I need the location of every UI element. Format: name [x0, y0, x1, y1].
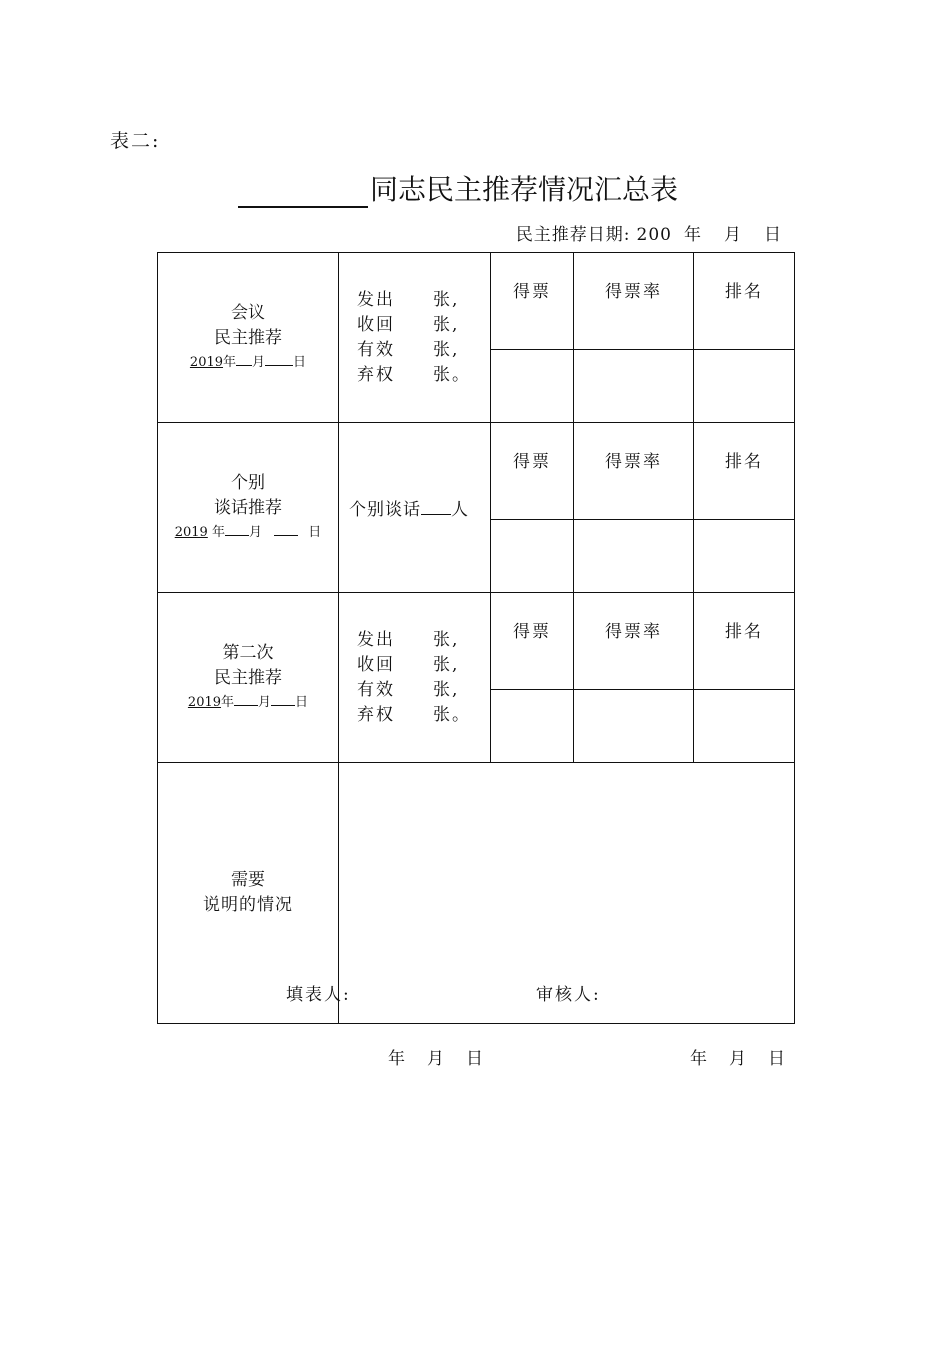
month-char: 月 [729, 1049, 746, 1069]
title-text: 同志民主推荐情况汇总表 [370, 173, 679, 206]
count-label: 发出 [357, 289, 395, 310]
year-char: 年 [388, 1049, 405, 1069]
table-row [158, 593, 795, 690]
reviewer-date [690, 1044, 785, 1069]
count-line [357, 363, 490, 388]
table-row [158, 763, 795, 1024]
month-char: 月 [427, 1049, 444, 1069]
count-unit: 张。 [433, 704, 471, 725]
rank-header: 排名 [694, 253, 795, 350]
vote-rate-value-cell[interactable] [574, 690, 694, 763]
table-label: 表二: [110, 130, 161, 152]
notes-title-line2: 说明的情况 [203, 895, 293, 915]
count-label: 收回 [357, 314, 395, 335]
count-label: 发出 [357, 629, 395, 650]
category-cell-meeting [158, 253, 339, 423]
votes-value-cell[interactable] [491, 690, 574, 763]
month-blank[interactable] [236, 352, 252, 366]
filler-date [388, 1044, 483, 1069]
date-year: 2019 [187, 694, 222, 710]
category-title-line1: 个别 [231, 472, 265, 493]
count-label: 弃权 [357, 364, 395, 385]
recommend-date-year: 200 [636, 225, 672, 245]
votes-value-cell[interactable] [491, 520, 574, 593]
count-unit: 张, [433, 679, 460, 700]
date-month-char: 月 [252, 354, 266, 370]
category-title-line2: 民主推荐 [214, 667, 282, 688]
summary-table [157, 252, 795, 1024]
ballot-counts-cell [339, 253, 491, 423]
category-title-line2: 谈话推荐 [214, 497, 282, 518]
votes-header: 得票 [491, 423, 574, 520]
count-label: 有效 [357, 339, 395, 360]
count-unit: 张, [433, 629, 460, 650]
count-unit: 张。 [433, 364, 471, 385]
vote-rate-header: 得票率 [574, 423, 694, 520]
category-date [158, 351, 338, 375]
count-line [357, 338, 490, 363]
votes-header: 得票 [491, 593, 574, 690]
day-blank[interactable] [271, 692, 295, 706]
count-line [357, 678, 490, 703]
recommend-date-label: 民主推荐日期: [515, 225, 631, 245]
filler-label: 填表人: [286, 985, 351, 1005]
talk-count-blank[interactable] [421, 499, 451, 515]
date-year-char: 年 [211, 524, 225, 540]
rank-header: 排名 [694, 593, 795, 690]
vote-rate-header: 得票率 [574, 593, 694, 690]
year-char: 年 [684, 225, 702, 245]
vote-rate-value-cell[interactable] [574, 350, 694, 423]
date-year-char: 年 [221, 694, 235, 710]
talk-count-cell [339, 423, 491, 593]
ballot-counts-cell [339, 593, 491, 763]
count-label: 有效 [357, 679, 395, 700]
count-line [357, 653, 490, 678]
count-label: 收回 [357, 654, 395, 675]
talk-unit: 人 [451, 500, 469, 520]
count-line [357, 628, 490, 653]
category-title-line1: 第二次 [222, 642, 274, 663]
date-year-char: 年 [223, 354, 237, 370]
category-title-line2: 民主推荐 [214, 327, 282, 348]
rank-header: 排名 [694, 423, 795, 520]
count-line [357, 288, 490, 313]
count-line [357, 703, 490, 728]
rank-value-cell[interactable] [694, 520, 795, 593]
category-cell-second [158, 593, 339, 763]
category-cell-talk [158, 423, 339, 593]
count-unit: 张, [433, 289, 460, 310]
date-day-char: 日 [295, 694, 309, 710]
year-char: 年 [690, 1049, 707, 1069]
vote-rate-value-cell[interactable] [574, 520, 694, 593]
month-blank[interactable] [234, 692, 258, 706]
category-date [158, 691, 338, 715]
count-label: 弃权 [357, 704, 395, 725]
document-title [238, 168, 678, 208]
date-year: 2019 [189, 354, 224, 370]
date-month-char: 月 [248, 524, 262, 540]
day-blank[interactable] [265, 352, 293, 366]
recommend-date [516, 220, 782, 245]
category-date [158, 521, 338, 545]
vote-rate-header: 得票率 [574, 253, 694, 350]
day-blank[interactable] [274, 522, 298, 536]
name-blank-line[interactable] [238, 176, 368, 208]
talk-label: 个别谈话 [349, 500, 421, 520]
month-char: 月 [724, 225, 742, 245]
month-blank[interactable] [225, 522, 249, 536]
notes-title-line1: 需要 [231, 870, 265, 890]
date-day-char: 日 [308, 524, 322, 540]
table-row [158, 253, 795, 350]
votes-value-cell[interactable] [491, 350, 574, 423]
day-char: 日 [768, 1049, 785, 1069]
date-day-char: 日 [293, 354, 307, 370]
table-row [158, 423, 795, 520]
date-month-char: 月 [258, 694, 272, 710]
category-title-line1: 会议 [231, 302, 265, 323]
rank-value-cell[interactable] [694, 690, 795, 763]
votes-header: 得票 [491, 253, 574, 350]
count-unit: 张, [433, 314, 460, 335]
day-char: 日 [466, 1049, 483, 1069]
rank-value-cell[interactable] [694, 350, 795, 423]
day-char: 日 [764, 225, 782, 245]
count-line [357, 313, 490, 338]
date-year: 2019 [174, 524, 208, 540]
count-unit: 张, [433, 339, 460, 360]
count-unit: 张, [433, 654, 460, 675]
reviewer-label: 审核人: [536, 985, 601, 1005]
